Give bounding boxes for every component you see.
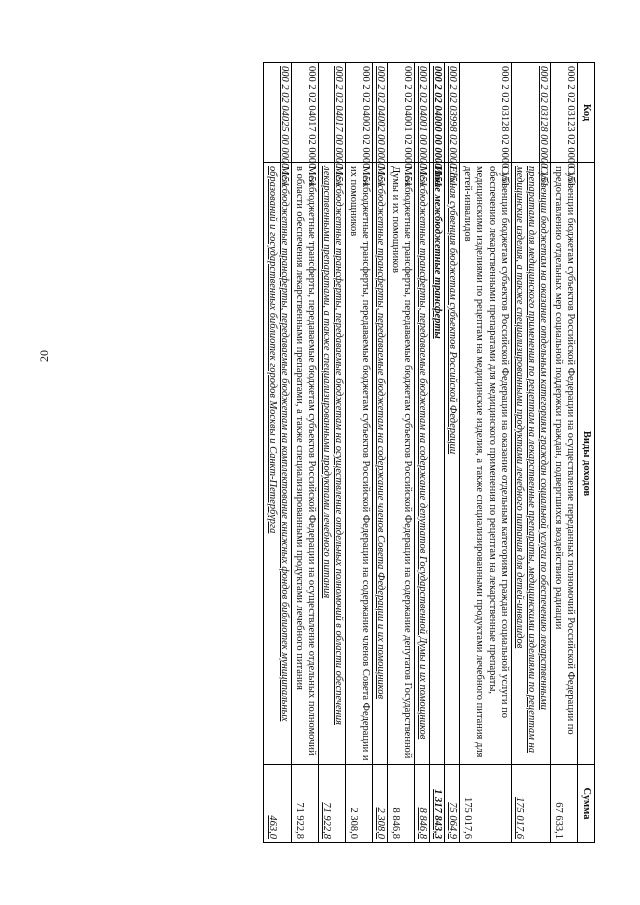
row-code-text: 000 2 02 04002 00 0000 151 — [375, 66, 387, 187]
row-code-text: 000 2 02 03123 02 0000 151 — [564, 66, 576, 187]
row-code-text: 000 2 02 04001 02 0000 151 — [402, 66, 414, 187]
table-row — [264, 63, 291, 843]
row-income-type-text: Межбюджетные трансферты, передаваемые бюджетам на осуществление отдельных полномочий в области обеспечения лекарственными препаратами, а также специализированными продуктами лечебного питания — [320, 166, 344, 726]
row-sum — [550, 765, 577, 843]
row-sum-text: 71 922,8 — [293, 802, 305, 839]
row-income-type — [511, 163, 550, 765]
row-code — [550, 63, 577, 187]
row-income-type-text: Межбюджетные трансферты, передаваемые бюджетам на содержание членов Совета Федерации и их помощников — [375, 166, 387, 700]
row-sum-text: 2 308,0 — [347, 807, 359, 839]
row-code — [445, 63, 460, 187]
header-sum: Сумма — [577, 765, 594, 843]
row-income-type-text: Субвенции бюджетам на оказание отдельным категориям граждан социальной услуги по обеспечению лекарственными препаратами для медицинского применения по рецептам на лекарственные препараты, медицинскими изделиями по рецептам на медицинские изделия, а также специализированными продуктами лечебного питания для детей-инвалидов — [513, 166, 549, 753]
table-row — [318, 63, 345, 843]
row-sum — [345, 765, 372, 843]
row-income-type — [291, 163, 318, 765]
row-sum — [511, 765, 550, 843]
row-code — [430, 63, 445, 187]
table-body — [264, 63, 577, 843]
row-sum — [415, 765, 430, 843]
row-code — [373, 63, 388, 187]
header-income-type: Виды доходов — [577, 163, 594, 765]
table-row — [388, 63, 415, 843]
table-row — [511, 63, 550, 843]
table-row — [415, 63, 430, 843]
table-row — [373, 63, 388, 843]
row-income-type-text: Межбюджетные трансферты, передаваемые бюджетам субъектов Российской Федерации на содержание членов Совета Федерации и их помощников — [347, 166, 371, 761]
row-sum — [291, 765, 318, 843]
row-income-type-text: Субвенции бюджетам субъектов Российской Федерации на оказание отдельным категориям граждан социальной услуги по обеспечению лекарственными препаратами для медицинского применения по рецептам на лекарственные препараты, медицинскими изделиями по рецептам на медицинские изделия, а также специализированными продуктами лечебного питания для детей-инвалидов — [462, 166, 510, 758]
row-income-type — [430, 163, 445, 765]
row-income-type — [550, 163, 577, 765]
row-code-text: 000 2 02 04025 00 0000 151 — [278, 66, 290, 187]
row-sum — [264, 765, 291, 843]
row-sum — [445, 765, 460, 843]
row-sum-text: 71 922,8 — [320, 802, 332, 839]
row-code — [318, 63, 345, 187]
row-income-type-text: Иные межбюджетные трансферты — [432, 166, 444, 339]
row-sum-text: 463,0 — [266, 815, 278, 839]
table-row — [430, 63, 445, 843]
row-code — [460, 63, 511, 187]
row-code-text: 000 2 02 04017 00 0000 151 — [332, 66, 344, 187]
row-sum-text: 75 064,9 — [447, 802, 459, 839]
row-sum-text: 8 846,8 — [417, 807, 429, 839]
row-sum — [388, 765, 415, 843]
row-income-type — [388, 163, 415, 765]
row-code — [388, 63, 415, 187]
row-income-type — [345, 163, 372, 765]
table-row — [291, 63, 318, 843]
row-code-text: 000 2 02 04001 00 0000 151 — [417, 66, 429, 187]
row-code — [345, 63, 372, 187]
row-code — [511, 63, 550, 187]
row-income-type — [373, 163, 388, 765]
row-sum — [373, 765, 388, 843]
page-number: 20 — [37, 350, 51, 362]
table-row — [345, 63, 372, 843]
row-income-type — [318, 163, 345, 765]
row-sum-text: 8 846,8 — [390, 807, 402, 839]
row-sum — [318, 765, 345, 843]
row-income-type-text: Межбюджетные трансферты, передаваемые бюджетам субъектов Российской Федерации на осуществление отдельных полномочий в области обеспечения лекарственными препаратами, а также специализированными продуктами лечебного питания — [293, 166, 317, 756]
row-code-text: 000 2 02 04017 02 0000 151 — [305, 66, 317, 187]
table-row — [550, 63, 577, 843]
row-income-type-text: Межбюджетные трансферты, передаваемые бюджетам субъектов Российской Федерации на содержание депутатов Государственной Думы и их помощников — [390, 166, 414, 759]
income-table — [264, 62, 596, 843]
row-code-text: 000 2 02 04000 00 0000 151 — [432, 66, 444, 187]
row-sum-text: 67 633,1 — [552, 802, 564, 839]
row-code-text: 000 2 02 03128 02 0000 151 — [498, 66, 510, 187]
row-sum-text: 2 308,0 — [375, 807, 387, 839]
rotated-page-content — [75, 62, 595, 842]
row-sum-text: 175 017,6 — [513, 797, 525, 839]
table-row — [445, 63, 460, 843]
row-income-type-text: Межбюджетные трансферты, передаваемые бюджетам на содержание депутатов Государственной Думы и их помощников — [417, 166, 429, 740]
row-code — [291, 63, 318, 187]
row-code-text: 000 2 02 03128 00 0000 151 — [537, 66, 549, 187]
row-code-text: 000 2 02 04002 02 0000 151 — [360, 66, 371, 187]
row-income-type-text: Межбюджетные трансферты, передаваемые бюджетам на комплектование книжных фондов библиотек муниципальных образований и государственных библиотек городов Москвы и Санкт-Петербурга — [266, 166, 290, 722]
row-sum — [460, 765, 511, 843]
row-income-type — [264, 163, 291, 765]
row-code-text: 000 2 02 03998 02 0000 151 — [447, 66, 459, 187]
row-income-type — [415, 163, 430, 765]
row-sum — [430, 765, 445, 843]
row-code — [415, 63, 430, 187]
row-income-type — [445, 163, 460, 765]
row-income-type-text: Субвенции бюджетам субъектов Российской Федерации на осуществление переданных полномочий Российской Федерации по предоставлению отдельных мер социальной поддержки граждан, подвергшихся воздействию радиации — [552, 166, 576, 735]
row-code — [264, 63, 291, 187]
table-row — [460, 63, 511, 843]
table-header-row — [577, 63, 594, 843]
row-sum-text: 175 017,6 — [462, 797, 474, 839]
header-code: Код — [577, 63, 594, 163]
row-income-type-text: Единая субвенция бюджетам субъектов Российской Федерации — [447, 166, 459, 455]
row-sum-text: 1 317 843,3 — [432, 789, 444, 839]
row-income-type — [460, 163, 511, 765]
